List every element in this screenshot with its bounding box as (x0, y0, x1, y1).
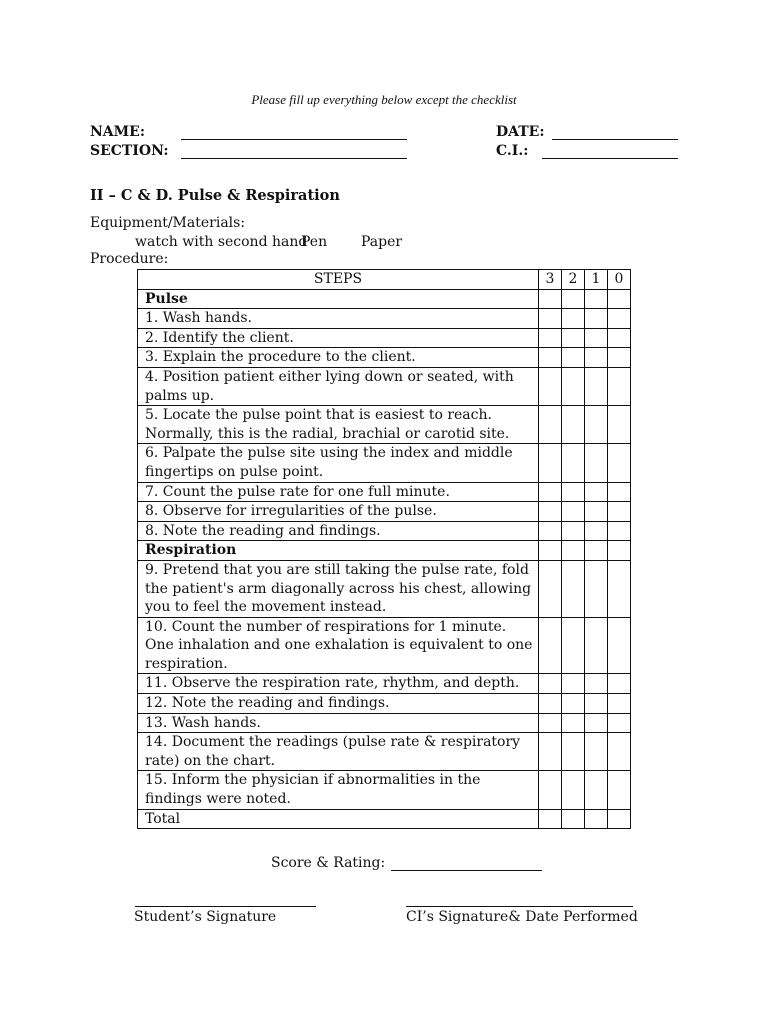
score-cell-0 (608, 289, 631, 309)
score-cell-2 (562, 348, 585, 368)
score-cell-2 (562, 289, 585, 309)
score-cell-2 (562, 328, 585, 348)
score-cell-3 (539, 617, 562, 674)
score-cell-2 (562, 482, 585, 502)
ci-field-line[interactable] (542, 158, 678, 159)
steps-header: STEPS (138, 270, 539, 290)
score-cell-2 (562, 733, 585, 771)
score-cell-1 (585, 367, 608, 405)
section-heading: Pulse (138, 289, 539, 309)
score-cell-2 (562, 502, 585, 522)
score-cell-0 (608, 502, 631, 522)
score-cell-0 (608, 541, 631, 561)
student-signature-label: Student’s Signature (134, 909, 277, 925)
score-cell-0 (608, 521, 631, 541)
score-cell-0 (608, 560, 631, 617)
step-text: 2. Identify the client. (138, 328, 539, 348)
score-cell-3 (539, 502, 562, 522)
date-label: DATE: (496, 124, 545, 140)
score-cell-3 (539, 348, 562, 368)
section-label: SECTION: (90, 143, 169, 159)
score-cell-3 (539, 713, 562, 733)
step-text: 1. Wash hands. (138, 309, 539, 329)
score-header-0: 0 (608, 270, 631, 290)
step-text: 3. Explain the procedure to the client. (138, 348, 539, 368)
score-cell-2 (562, 771, 585, 809)
score-cell-0 (608, 733, 631, 771)
score-cell-1 (585, 560, 608, 617)
section-row (138, 541, 631, 561)
score-cell-1 (585, 521, 608, 541)
table-row (138, 809, 631, 829)
table-row (138, 309, 631, 329)
score-cell-3 (539, 444, 562, 482)
score-cell-3 (539, 482, 562, 502)
score-cell-2 (562, 367, 585, 405)
score-cell-3 (539, 560, 562, 617)
ci-label: C.I.: (496, 143, 529, 159)
score-cell-0 (608, 328, 631, 348)
score-cell-2 (562, 541, 585, 561)
step-text: 14. Document the readings (pulse rate & respiratory rate) on the chart. (138, 733, 539, 771)
score-cell-3 (539, 541, 562, 561)
ci-signature-label: CI’s Signature& Date Performed (406, 909, 638, 925)
ci-signature-line[interactable] (406, 906, 633, 907)
score-header-2: 2 (562, 270, 585, 290)
score-cell-0 (608, 771, 631, 809)
score-cell-2 (562, 560, 585, 617)
step-text: 8. Note the reading and findings. (138, 521, 539, 541)
score-cell-3 (539, 367, 562, 405)
section-heading: Respiration (138, 541, 539, 561)
score-cell-2 (562, 674, 585, 694)
table-row (138, 694, 631, 714)
page-title: II – C & D. Pulse & Respiration (90, 187, 340, 204)
score-cell-0 (608, 367, 631, 405)
score-cell-1 (585, 406, 608, 444)
score-cell-1 (585, 617, 608, 674)
score-cell-3 (539, 771, 562, 809)
table-row (138, 674, 631, 694)
table-row (138, 733, 631, 771)
score-cell-0 (608, 694, 631, 714)
score-rating-label: Score & Rating: (271, 855, 386, 871)
date-field-line[interactable] (552, 139, 678, 140)
table-row (138, 502, 631, 522)
name-field-line[interactable] (181, 139, 407, 140)
student-signature-line[interactable] (135, 906, 316, 907)
score-cell-2 (562, 809, 585, 829)
table-row (138, 348, 631, 368)
score-cell-2 (562, 617, 585, 674)
score-cell-1 (585, 482, 608, 502)
step-text: 7. Count the pulse rate for one full minute. (138, 482, 539, 502)
step-text: 6. Palpate the pulse site using the index and middle fingertips on pulse point. (138, 444, 539, 482)
step-text: 11. Observe the respiration rate, rhythm, and depth. (138, 674, 539, 694)
score-cell-0 (608, 809, 631, 829)
score-cell-3 (539, 809, 562, 829)
score-cell-1 (585, 328, 608, 348)
score-cell-1 (585, 733, 608, 771)
step-text: 9. Pretend that you are still taking the pulse rate, fold the patient's arm diagonally across his chest, allowing you to feel the movement instead. (138, 560, 539, 617)
table-row (138, 560, 631, 617)
step-text: 10. Count the number of respirations for 1 minute. One inhalation and one exhalation is equivalent to one respiration. (138, 617, 539, 674)
score-cell-3 (539, 328, 562, 348)
table-row (138, 406, 631, 444)
score-cell-0 (608, 406, 631, 444)
step-text: 4. Position patient either lying down or seated, with palms up. (138, 367, 539, 405)
table-row (138, 367, 631, 405)
score-cell-1 (585, 289, 608, 309)
equipment-item-watch: watch with second hand (135, 234, 308, 250)
score-cell-2 (562, 406, 585, 444)
step-text: 15. Inform the physician if abnormalities in the findings were noted. (138, 771, 539, 809)
table-row (138, 521, 631, 541)
instruction-text: Please fill up everything below except the checklist (251, 92, 517, 107)
score-cell-0 (608, 617, 631, 674)
score-cell-3 (539, 521, 562, 541)
score-cell-3 (539, 289, 562, 309)
table-row (138, 617, 631, 674)
score-cell-1 (585, 444, 608, 482)
score-header-1: 1 (585, 270, 608, 290)
score-cell-2 (562, 694, 585, 714)
score-cell-0 (608, 309, 631, 329)
step-text: Total (138, 809, 539, 829)
table-header-row (138, 270, 631, 290)
section-field-line[interactable] (181, 158, 407, 159)
table-row (138, 771, 631, 809)
score-cell-0 (608, 674, 631, 694)
equipment-item-pen: Pen (301, 234, 328, 250)
score-header-3: 3 (539, 270, 562, 290)
table-row (138, 713, 631, 733)
score-cell-2 (562, 521, 585, 541)
name-label: NAME: (90, 124, 145, 140)
score-cell-1 (585, 674, 608, 694)
score-cell-1 (585, 694, 608, 714)
equipment-label: Equipment/Materials: (90, 215, 246, 231)
score-cell-3 (539, 406, 562, 444)
procedure-label: Procedure: (90, 251, 169, 267)
step-text: 8. Observe for irregularities of the pulse. (138, 502, 539, 522)
score-cell-3 (539, 694, 562, 714)
score-cell-1 (585, 348, 608, 368)
score-cell-2 (562, 309, 585, 329)
table-row (138, 482, 631, 502)
score-cell-0 (608, 444, 631, 482)
step-text: 13. Wash hands. (138, 713, 539, 733)
step-text: 12. Note the reading and findings. (138, 694, 539, 714)
score-cell-3 (539, 733, 562, 771)
table-row (138, 444, 631, 482)
score-cell-1 (585, 502, 608, 522)
score-cell-3 (539, 674, 562, 694)
score-cell-3 (539, 309, 562, 329)
score-cell-0 (608, 348, 631, 368)
score-cell-2 (562, 444, 585, 482)
score-cell-1 (585, 809, 608, 829)
score-cell-0 (608, 482, 631, 502)
score-cell-0 (608, 713, 631, 733)
score-cell-1 (585, 309, 608, 329)
score-cell-1 (585, 713, 608, 733)
step-text: 5. Locate the pulse point that is easiest to reach. Normally, this is the radial, brachial or carotid site. (138, 406, 539, 444)
score-rating-line[interactable] (391, 870, 542, 871)
score-cell-1 (585, 541, 608, 561)
score-cell-2 (562, 713, 585, 733)
section-row (138, 289, 631, 309)
equipment-item-paper: Paper (361, 234, 403, 250)
checklist-table (137, 269, 631, 829)
score-cell-1 (585, 771, 608, 809)
table-row (138, 328, 631, 348)
